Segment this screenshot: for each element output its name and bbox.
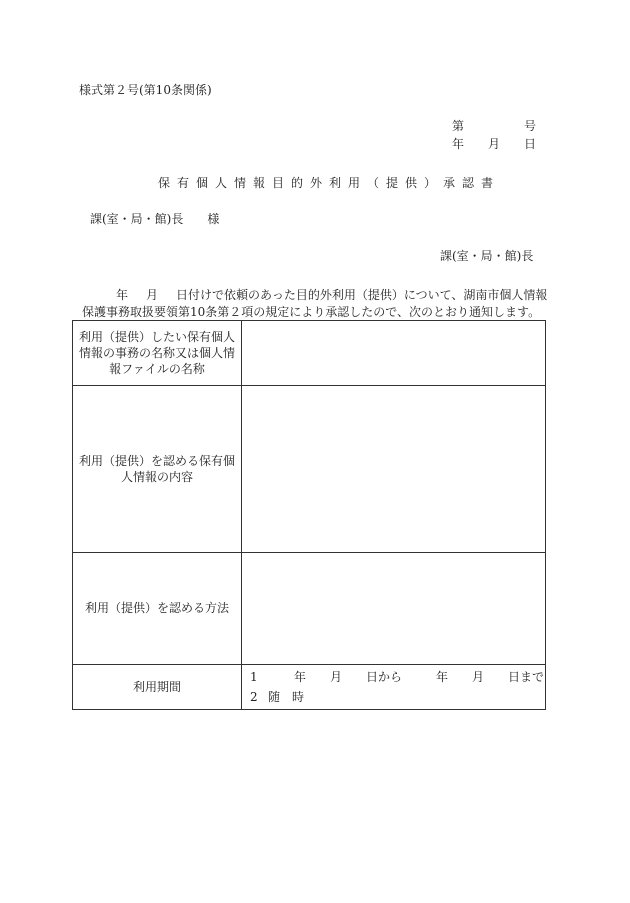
date-month: 月 (488, 137, 501, 151)
addressee-dept: 課(室・局・館)長 (90, 212, 184, 226)
body-line-1 (82, 287, 552, 304)
period-opt1-num: 1 (250, 669, 258, 684)
body-month: 月 (146, 288, 159, 302)
page-title: 保有個人情報目的外利用（提供）承認書 (158, 176, 501, 190)
doc-number-go: 号 (524, 119, 537, 133)
doc-number-dai: 第 (452, 119, 465, 133)
period-cell[interactable] (242, 664, 546, 709)
row3-label: 利用（提供）を認める方法 (73, 552, 242, 664)
table-row (73, 386, 546, 552)
table-row (73, 321, 546, 386)
period-year2: 年 (436, 669, 449, 684)
approval-table (72, 320, 546, 710)
body-text (82, 287, 552, 321)
row1-label: 利用（提供）したい保有個人情報の事務の名称又は個人情報ファイルの名称 (73, 321, 242, 386)
period-option-1 (242, 667, 545, 687)
period-year1: 年 (294, 669, 307, 684)
period-from: 日から (366, 669, 403, 684)
body-line-2: 保護事務取扱要領第10条第２項の規定により承認したので、次のとおり通知します。 (82, 305, 541, 319)
row3-value-cell[interactable] (242, 552, 546, 664)
table-row (73, 552, 546, 664)
row1-value-cell[interactable] (242, 321, 546, 386)
date-year: 年 (452, 137, 465, 151)
form-number: 様式第２号(第10条関係) (79, 83, 212, 97)
table-row (73, 664, 546, 709)
date-day: 日 (524, 137, 537, 151)
period-month2: 月 (472, 669, 485, 684)
body-line-1-rest: 日付けで依頼のあった目的外利用（提供）について、湖南市個人情報 (176, 288, 548, 302)
period-option-2 (242, 687, 545, 707)
row2-value-cell[interactable] (242, 386, 546, 552)
period-month1: 月 (330, 669, 343, 684)
period-anytime: 随 時 (268, 689, 305, 704)
row4-label: 利用期間 (73, 664, 242, 709)
body-year: 年 (116, 288, 129, 302)
sender: 課(室・局・館)長 (440, 249, 534, 263)
addressee-honorific: 様 (207, 212, 220, 226)
period-until: 日まで (508, 669, 545, 684)
row2-label: 利用（提供）を認める保有個人情報の内容 (73, 386, 242, 552)
addressee (90, 212, 219, 226)
period-opt2-num: 2 (250, 689, 258, 704)
